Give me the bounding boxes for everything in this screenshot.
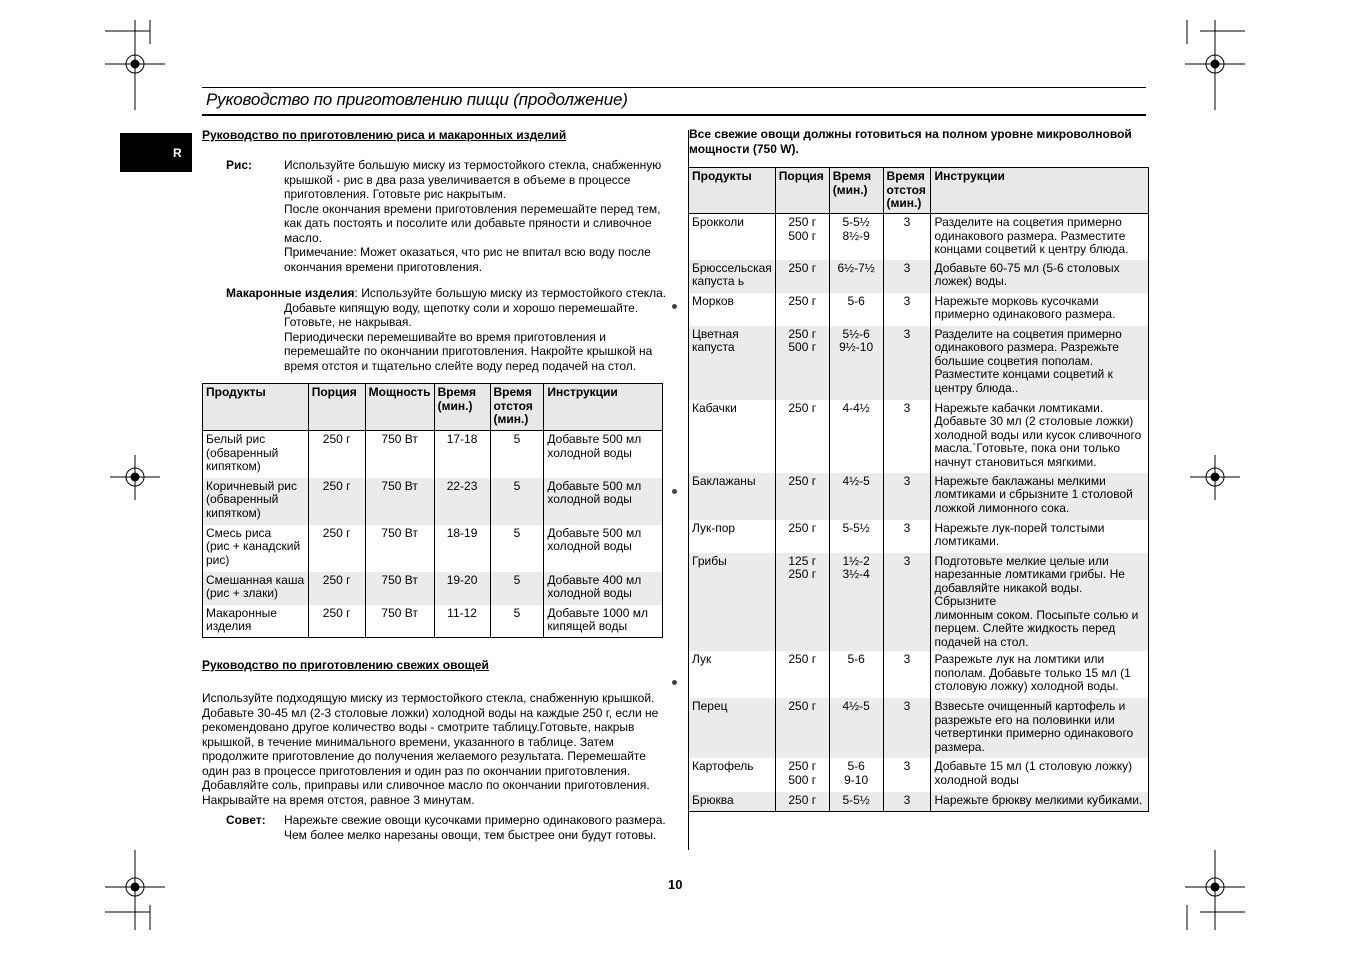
table-cell: 250 г	[775, 698, 829, 758]
language-tab: R	[120, 133, 192, 172]
col-header: Время отстоя (мин.)	[883, 168, 931, 214]
table-cell: 250 г	[308, 525, 365, 572]
page-title: Руководство по приготовлению пищи (продолжение)	[206, 90, 628, 109]
table-cell: Морков	[689, 293, 776, 326]
table-cell: 5-5½ 8½-9	[829, 214, 883, 260]
table-row	[689, 553, 1149, 652]
table-cell: Нарежьте лук-порей толстыми ломтиками.	[931, 520, 1149, 553]
table-row	[689, 758, 1149, 792]
table-row	[689, 214, 1149, 260]
tip-label: Совет:	[226, 813, 266, 827]
table-cell: 5-5½	[829, 792, 883, 811]
table-cell: Коричневый рис (обваренный кипятком)	[203, 478, 309, 525]
col-header: Мощность	[365, 384, 434, 431]
table-cell: Цветная капуста	[689, 326, 776, 400]
table-cell: Белый рис (обваренный кипятком)	[203, 431, 309, 478]
table-row	[203, 525, 663, 572]
table-cell: 750 Вт	[365, 572, 434, 605]
table-cell: Добавьте 60-75 мл (5-6 столовых ложек) воды.	[931, 260, 1149, 293]
table-cell: Взвесьте очищенный картофель и разрежьте его на половинки или четвертинки примерно одинакового размера.	[931, 698, 1149, 758]
vegetables-heading: Руководство по приготовлению свежих овощей	[202, 658, 489, 672]
table-cell: 750 Вт	[365, 605, 434, 638]
table-cell: 5	[490, 478, 544, 525]
table-cell: 3	[883, 758, 931, 792]
table-cell: 750 Вт	[365, 478, 434, 525]
table-row	[689, 293, 1149, 326]
table-cell: Грибы	[689, 553, 776, 652]
table-cell: Кабачки	[689, 400, 776, 473]
table-cell: Смесь риса (рис + канадский рис)	[203, 525, 309, 572]
table-cell: 250 г	[308, 605, 365, 638]
table-cell: Лук-пор	[689, 520, 776, 553]
table-cell: 17-18	[434, 431, 490, 478]
table-row	[203, 605, 663, 638]
col-header: Инструкции	[544, 384, 663, 431]
table-cell: 250 г	[775, 260, 829, 293]
table-row	[689, 400, 1149, 473]
table-cell: 750 Вт	[365, 431, 434, 478]
power-note: Все свежие овощи должны готовиться на полном уровне микроволновой мощности (750 W).	[689, 127, 1132, 156]
table-cell: 1½-2 3½-4	[829, 553, 883, 652]
table-cell: 5-5½	[829, 520, 883, 553]
table-row	[689, 651, 1149, 698]
table-cell: Макаронные изделия	[203, 605, 309, 638]
table-cell: Баклажаны	[689, 473, 776, 520]
col-header: Порция	[775, 168, 829, 214]
table-cell: 3	[883, 214, 931, 260]
table-cell: 250 г	[308, 431, 365, 478]
table-cell: 3	[883, 260, 931, 293]
table-row	[689, 326, 1149, 400]
table-cell: 4½-5	[829, 473, 883, 520]
table-cell: 3	[883, 698, 931, 758]
table-cell: 5-6 9-10	[829, 758, 883, 792]
col-header: Продукты	[689, 168, 776, 214]
table-cell: 5	[490, 572, 544, 605]
pasta-text: Макаронные изделия: Используйте большую миску из термостойкого стекла. Добавьте кипящую воду, щепотку соли и хорошо перемешайте. Готовьте, не накрывая. Периодически перемешивайте во время приготовления и перемешайте по окончании приготовления. Накройте крышкой на время отстоя и тщательно слейте воду перед подачей на стол.	[226, 286, 667, 373]
table-cell: Добавьте 500 мл холодной воды	[544, 478, 663, 525]
table-row	[689, 473, 1149, 520]
table-cell: 250 г	[775, 400, 829, 473]
table-cell: 3	[883, 553, 931, 652]
table-cell: Подготовьте мелкие целые или нарезанные ломтиками грибы. Не добавляйте никакой воды. Сбрызните лимонным соком. Посыпьте солью и перцем. Слейте жидкость перед подачей на стол.	[931, 553, 1149, 652]
table-cell: 5	[490, 525, 544, 572]
table-cell: Добавьте 15 мл (1 столовую ложку) холодной воды	[931, 758, 1149, 792]
table-cell: 250 г 500 г	[775, 758, 829, 792]
table-cell: Добавьте 400 мл холодной воды	[544, 572, 663, 605]
table-cell: 5	[490, 431, 544, 478]
table-cell: Нарежьте морковь кусочками примерно одинакового размера.	[931, 293, 1149, 326]
table-cell: 5-6	[829, 651, 883, 698]
table-cell: Смешанная каша (рис + злаки)	[203, 572, 309, 605]
table-cell: Лук	[689, 651, 776, 698]
rice-pasta-table	[202, 383, 663, 638]
page-number: 10	[668, 877, 683, 892]
vegetables-intro: Используйте подходящую миску из термостойкого стекла, снабженную крышкой. Добавьте 30-45 мл (2-3 столовые ложки) холодной воды на каждые 250 г, если не рекомендовано другое количество воды - смотрите таблицу.Готовьте, накрыв крышкой, в течение минимального времени, указанного в таблице. Затем продолжите приготовление до получения желаемого результата. Перемешайте один раз в процессе приготовления и один раз по окончании приготовления. Добавляйте соль, приправы или сливочное масло по окончании приготовления. Накрывайте на время отстоя, равное 3 минутам.	[202, 691, 659, 807]
divider-dot	[672, 489, 677, 494]
table-header-row	[203, 384, 663, 431]
table-cell: 3	[883, 792, 931, 811]
table-cell: 22-23	[434, 478, 490, 525]
col-header: Время отстоя (мин.)	[490, 384, 544, 431]
table-row	[689, 520, 1149, 553]
title-rule-top	[202, 87, 1146, 88]
table-cell: 250 г	[775, 473, 829, 520]
table-cell: 18-19	[434, 525, 490, 572]
table-cell: Перец	[689, 698, 776, 758]
table-cell: 6½-7½	[829, 260, 883, 293]
table-cell: 3	[883, 651, 931, 698]
col-header: Инструкции	[931, 168, 1149, 214]
table-cell: 5	[490, 605, 544, 638]
title-rule-bottom	[202, 114, 1146, 116]
col-header: Время (мин.)	[434, 384, 490, 431]
table-cell: 750 Вт	[365, 525, 434, 572]
table-cell: Нарежьте брюкву мелкими кубиками.	[931, 792, 1149, 811]
table-row	[689, 792, 1149, 811]
table-row	[689, 260, 1149, 293]
rice-pasta-heading: Руководство по приготовлению риса и макаронных изделий	[202, 128, 567, 142]
table-cell: Нарежьте баклажаны мелкими ломтиками и сбрызните 1 столовой ложкой лимонного сока.	[931, 473, 1149, 520]
table-cell: 19-20	[434, 572, 490, 605]
table-cell: 4½-5	[829, 698, 883, 758]
table-row	[689, 698, 1149, 758]
table-cell: Добавьте 500 мл холодной воды	[544, 525, 663, 572]
table-cell: Разделите на соцветия примерно одинакового размера. Разместите концами соцветий к центру блюда.	[931, 214, 1149, 260]
rice-label: Рис:	[226, 158, 253, 172]
table-cell: 250 г	[308, 478, 365, 525]
table-cell: Добавьте 1000 мл кипящей воды	[544, 605, 663, 638]
divider-dot	[672, 680, 677, 685]
table-cell: 11-12	[434, 605, 490, 638]
table-cell: 250 г	[775, 651, 829, 698]
col-header: Продукты	[203, 384, 309, 431]
table-cell: 5-6	[829, 293, 883, 326]
rice-text: Используйте большую миску из термостойкого стекла, снабженную крышкой - рис в два раза увеличивается в объеме в процессе приготовления. Готовьте рис накрытым. После окончания времени приготовления перемешайте перед тем, как дать постоять и посолите или добавьте пряности и сливочное масло. Примечание: Может оказаться, что рис не впитал всю воду после окончания времени приготовления.	[284, 158, 662, 274]
table-cell: Брокколи	[689, 214, 776, 260]
table-cell: Брюссельская капуста ь	[689, 260, 776, 293]
table-cell: Нарежьте кабачки ломтиками. Добавьте 30 мл (2 столовые ложки) холодной воды или кусок сливочного масла.`Готовьте, пока они только начнут становиться мягкими.	[931, 400, 1149, 473]
table-cell: Разделите на соцветия примерно одинакового размера. Разрежьте большие соцветия пополам. Разместите концами соцветий к центру блюда..	[931, 326, 1149, 400]
table-cell: 250 г	[775, 520, 829, 553]
divider-dot	[672, 304, 677, 309]
table-cell: 125 г 250 г	[775, 553, 829, 652]
pasta-label: Макаронные изделия	[226, 286, 355, 300]
table-cell: Брюква	[689, 792, 776, 811]
table-cell: 250 г 500 г	[775, 214, 829, 260]
table-row	[203, 431, 663, 478]
table-cell: 250 г	[775, 792, 829, 811]
table-cell: 3	[883, 326, 931, 400]
col-header: Время (мин.)	[829, 168, 883, 214]
table-cell: 4-4½	[829, 400, 883, 473]
table-cell: 250 г	[308, 572, 365, 605]
table-cell: Картофель	[689, 758, 776, 792]
table-cell: 3	[883, 293, 931, 326]
table-row	[203, 478, 663, 525]
table-header-row	[689, 168, 1149, 214]
tip-text: Нарежьте свежие овощи кусочками примерно одинакового размера. Чем более мелко нарезаны овощи, тем быстрее они будут готовы.	[284, 813, 666, 842]
vegetables-table	[688, 167, 1149, 812]
table-cell: 250 г 500 г	[775, 326, 829, 400]
table-cell: Разрежьте лук на ломтики или пополам. Добавьте только 15 мл (1 столовую ложку) холодной воды.	[931, 651, 1149, 698]
col-header: Порция	[308, 384, 365, 431]
table-cell: 3	[883, 520, 931, 553]
table-cell: Добавьте 500 мл холодной воды	[544, 431, 663, 478]
table-cell: 3	[883, 473, 931, 520]
table-cell: 5½-6 9½-10	[829, 326, 883, 400]
table-cell: 250 г	[775, 293, 829, 326]
table-row	[203, 572, 663, 605]
table-cell: 3	[883, 400, 931, 473]
